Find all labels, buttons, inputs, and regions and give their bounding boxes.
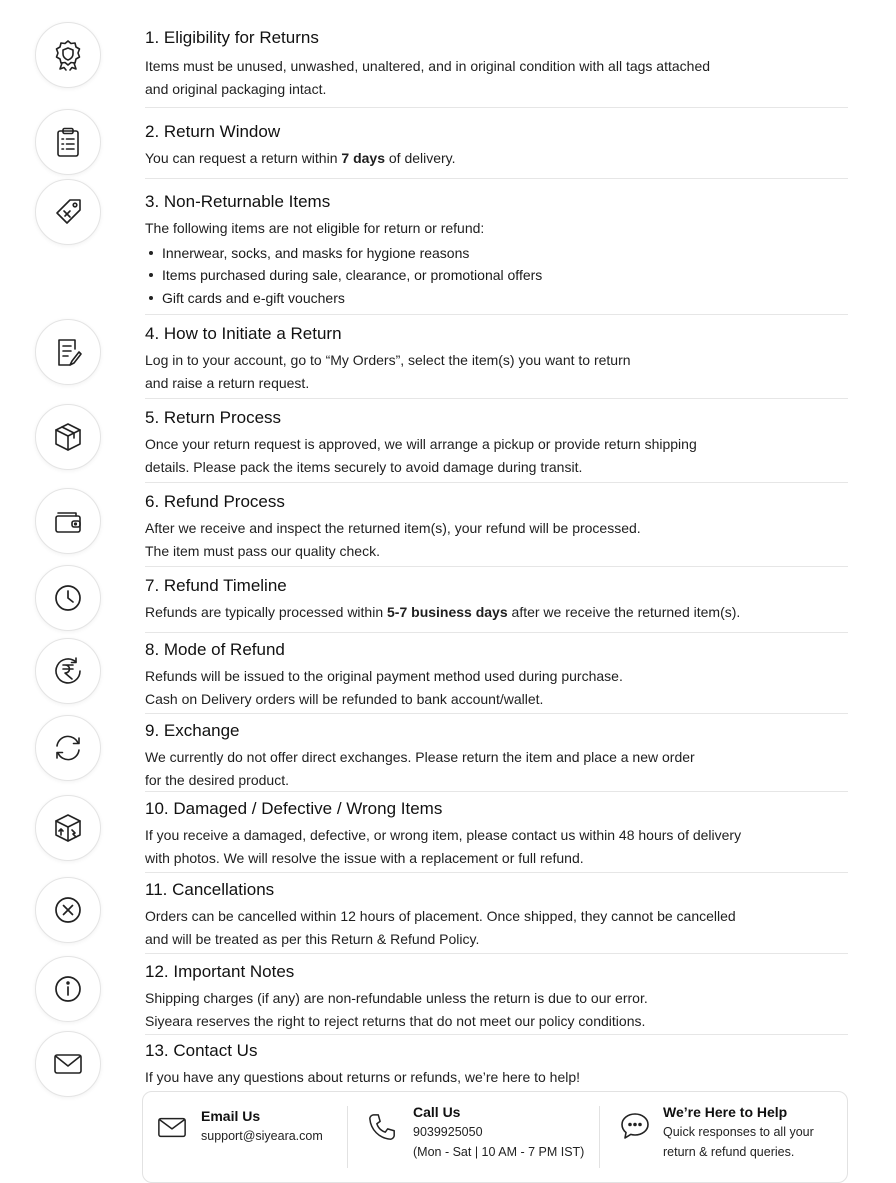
section-body: Log in to your account, go to “My Orders”, select the item(s) you want to return and raise a return request. [145, 352, 631, 391]
divider [145, 713, 848, 714]
document-edit-icon [35, 319, 101, 385]
phone-icon [367, 1112, 397, 1142]
divider [145, 314, 848, 315]
section-body: We currently do not offer direct exchanges. Please return the item and place a new order for the desired product. [145, 749, 695, 788]
section-body: Shipping charges (if any) are non-refundable unless the return is due to our error. Siyeara reserves the right to reject returns that do not meet our policy conditions. [145, 990, 648, 1029]
divider [145, 1034, 848, 1035]
list-item: Gift cards and e-gift vouchers [145, 287, 848, 310]
section-title: 4. How to Initiate a Return [145, 324, 342, 343]
section-title: 13. Contact Us [145, 1041, 258, 1060]
section-body: Items must be unused, unwashed, unaltered, and in original condition with all tags attached and original packaging intact. [145, 58, 711, 97]
section-body: If you have any questions about returns or refunds, we’re here to help! [145, 1069, 581, 1085]
section-title: 9. Exchange [145, 721, 240, 740]
divider [145, 632, 848, 633]
section-title: 7. Refund Timeline [145, 576, 287, 595]
list-item: Items purchased during sale, clearance, or promotional offers [145, 264, 848, 287]
rupee-refund-icon [35, 638, 101, 704]
exchange-arrows-icon [35, 715, 101, 781]
email-icon [157, 1112, 187, 1142]
help-text: return & refund queries. [663, 1145, 795, 1159]
section-important-notes [145, 961, 848, 1032]
section-return-process [145, 407, 848, 478]
section-eligibility [145, 27, 848, 100]
help-text: Quick responses to all your [663, 1125, 814, 1139]
chat-bubble-icon [619, 1110, 651, 1142]
badge-shield-icon [35, 22, 101, 88]
list-item: Innerwear, socks, and masks for hygione reasons [145, 242, 848, 265]
divider [145, 107, 848, 108]
help-title: We’re Here to Help [663, 1104, 788, 1120]
call-title: Call Us [413, 1104, 461, 1120]
divider [145, 178, 848, 179]
section-initiate-return [145, 323, 848, 394]
call-hours: (Mon - Sat | 10 AM - 7 PM IST) [413, 1145, 585, 1159]
mail-icon [35, 1031, 101, 1097]
divider [145, 872, 848, 873]
section-title: 6. Refund Process [145, 492, 285, 511]
clipboard-list-icon [35, 109, 101, 175]
divider [145, 953, 848, 954]
section-body: You can request a return within 7 days of delivery. [145, 150, 456, 166]
tag-icon [35, 179, 101, 245]
section-title: 5. Return Process [145, 408, 282, 427]
section-body: Refunds are typically processed within 5-7 business days after we receive the returned item(s). [145, 604, 741, 620]
section-mode-of-refund [145, 639, 848, 710]
section-damaged-items [145, 798, 848, 869]
section-body: Refunds will be issued to the original payment method used during purchase. Cash on Delivery orders will be refunded to bank account/wallet. [145, 668, 623, 707]
section-body: The following items are not eligible for return or refund: [145, 220, 485, 236]
section-non-returnable [145, 191, 848, 309]
package-box-icon [35, 404, 101, 470]
email-address[interactable]: support@siyeara.com [201, 1129, 323, 1143]
section-title: 8. Mode of Refund [145, 640, 285, 659]
cancel-x-icon [35, 877, 101, 943]
contact-card [142, 1091, 848, 1183]
clock-icon [35, 565, 101, 631]
separator [599, 1106, 600, 1168]
section-body: After we receive and inspect the returned item(s), your refund will be processed. The item must pass our quality check. [145, 520, 641, 559]
divider [145, 398, 848, 399]
section-body: Once your return request is approved, we will arrange a pickup or provide return shipping details. Please pack the items securely to avoid damage during transit. [145, 436, 697, 475]
divider [145, 791, 848, 792]
section-title: 11. Cancellations [145, 880, 275, 899]
divider [145, 482, 848, 483]
section-refund-timeline [145, 575, 848, 624]
wallet-icon [35, 488, 101, 554]
section-exchange [145, 720, 848, 791]
non-returnable-list [145, 242, 848, 310]
damaged-box-icon [35, 795, 101, 861]
section-title: 12. Important Notes [145, 962, 295, 981]
section-contact-us [145, 1040, 848, 1089]
section-refund-process [145, 491, 848, 562]
phone-number[interactable]: 9039925050 [413, 1125, 483, 1139]
section-body: If you receive a damaged, defective, or wrong item, please contact us within 48 hours of delivery with photos. We will resolve the issue with a replacement or full refund. [145, 827, 742, 866]
divider [145, 566, 848, 567]
section-title: 10. Damaged / Defective / Wrong Items [145, 799, 443, 818]
separator [347, 1106, 348, 1168]
section-cancellations [145, 879, 848, 950]
section-return-window [145, 121, 848, 170]
section-title: 1. Eligibility for Returns [145, 28, 319, 47]
section-title: 3. Non-Returnable Items [145, 192, 331, 211]
section-body: Orders can be cancelled within 12 hours of placement. Once shipped, they cannot be cancelled and will be treated as per this Return & Refund Policy. [145, 908, 736, 947]
info-icon [35, 956, 101, 1022]
section-title: 2. Return Window [145, 122, 281, 141]
email-title: Email Us [201, 1108, 261, 1124]
